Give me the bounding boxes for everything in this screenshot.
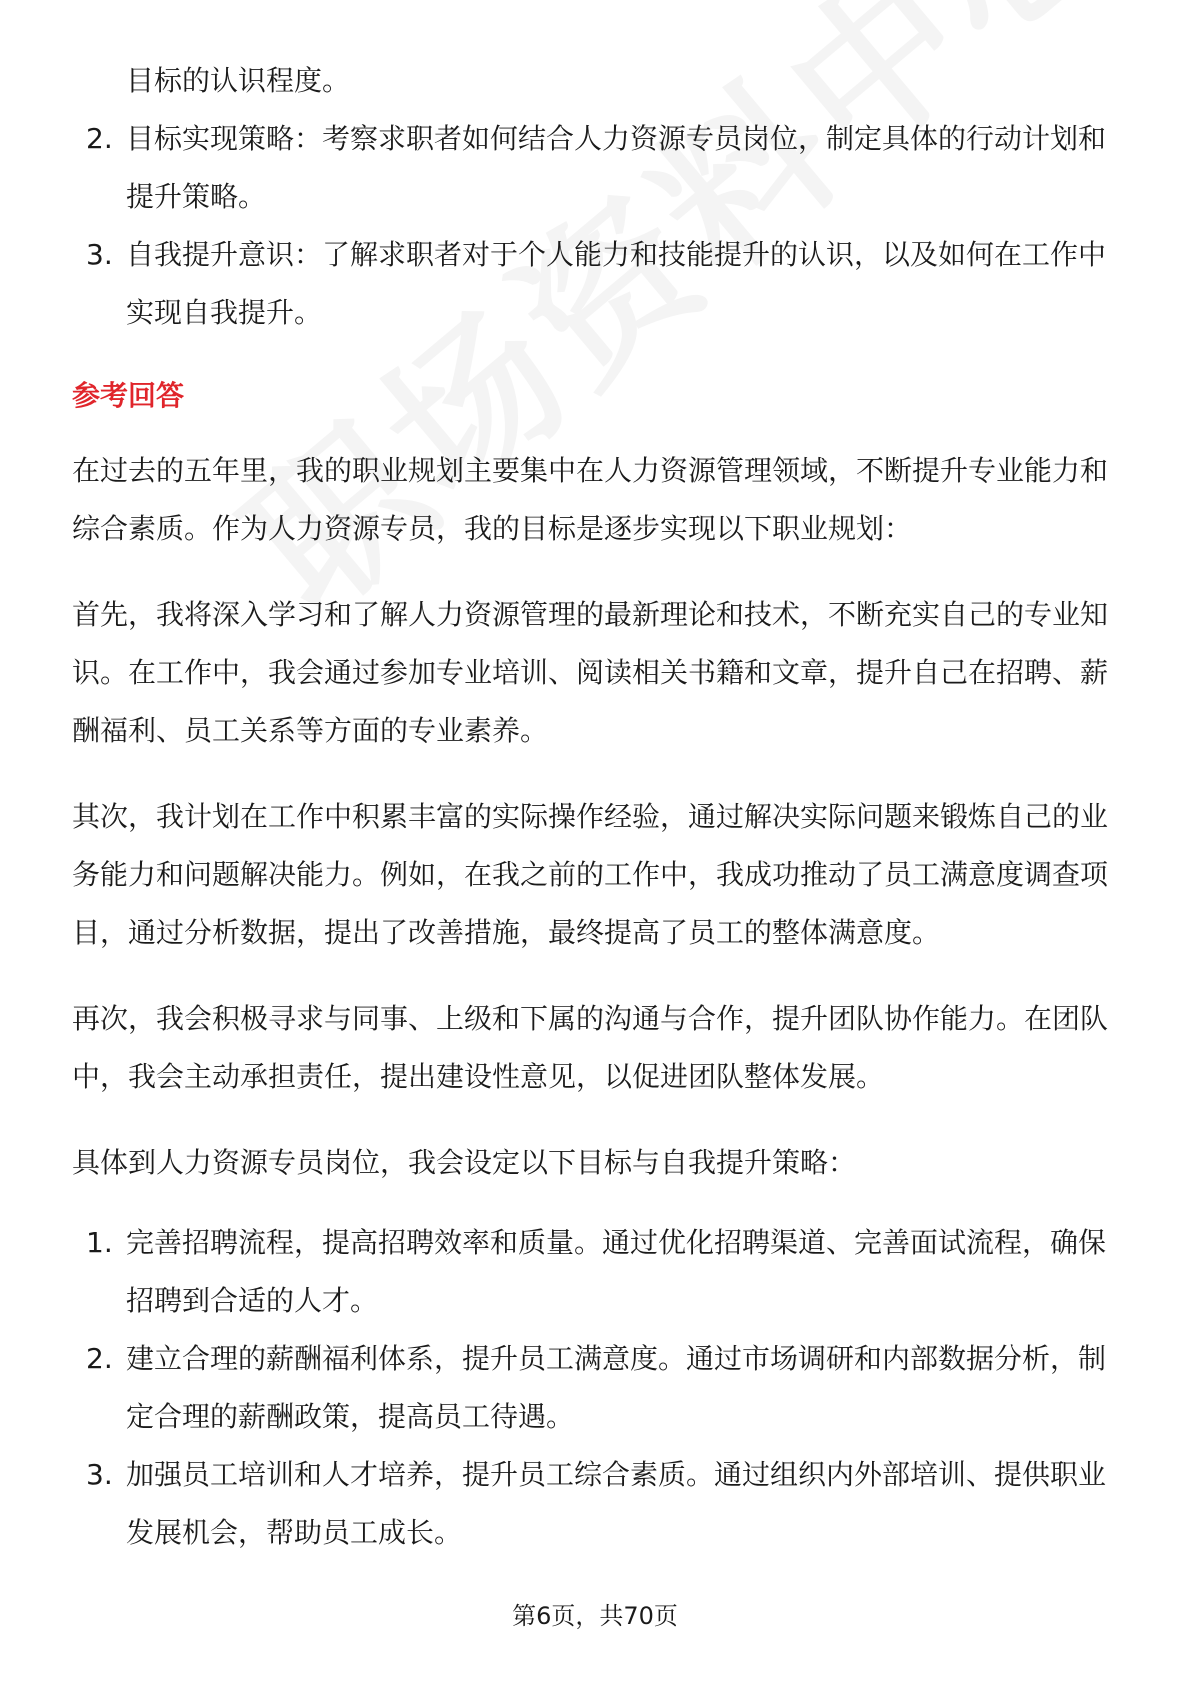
list-item-text: 建立合理的薪酬福利体系，提升员工满意度。通过市场调研和内部数据分析，制定合理的薪酬政策，提高员工待遇。 [126, 1342, 1107, 1433]
list-number: 3. [86, 1458, 113, 1491]
page-content [72, 52, 1118, 1562]
list-number: 1. [86, 1226, 113, 1259]
list-number: 2. [86, 122, 113, 155]
list-item [72, 1214, 1118, 1330]
list-item [72, 226, 1118, 342]
evaluation-points-list [72, 52, 1118, 342]
paragraph: 在过去的五年里，我的职业规划主要集中在人力资源管理领域，不断提升专业能力和综合素质。作为人力资源专员，我的目标是逐步实现以下职业规划： [72, 454, 1109, 545]
paragraph: 再次，我会积极寻求与同事、上级和下属的沟通与合作，提升团队协作能力。在团队中，我会主动承担责任，提出建设性意见，以促进团队整体发展。 [72, 1002, 1109, 1093]
list-item-text: 目标的认识程度。 [126, 64, 351, 97]
list-number: 3. [86, 238, 113, 271]
paragraph: 具体到人力资源专员岗位，我会设定以下目标与自我提升策略： [72, 1146, 857, 1179]
list-item-text: 完善招聘流程，提高招聘效率和质量。通过优化招聘渠道、完善面试流程，确保招聘到合适的人才。 [126, 1226, 1107, 1317]
list-item [72, 1446, 1118, 1562]
page-number: 第6页，共70页 [512, 1602, 678, 1630]
paragraph: 首先，我将深入学习和了解人力资源管理的最新理论和技术，不断充实自己的专业知识。在工作中，我会通过参加专业培训、阅读相关书籍和文章，提升自己在招聘、薪酬福利、员工关系等方面的专业素养。 [72, 598, 1109, 747]
list-item [72, 110, 1118, 226]
list-item-text: 目标实现策略：考察求职者如何结合人力资源专员岗位，制定具体的行动计划和提升策略。 [126, 122, 1107, 213]
goals-list [72, 1214, 1118, 1562]
list-item-text: 加强员工培训和人才培养，提升员工综合素质。通过组织内外部培训、提供职业发展机会，帮助员工成长。 [126, 1458, 1107, 1549]
paragraph: 其次，我计划在工作中积累丰富的实际操作经验，通过解决实际问题来锻炼自己的业务能力和问题解决能力。例如，在我之前的工作中，我成功推动了员工满意度调查项目，通过分析数据，提出了改善措施，最终提高了员工的整体满意度。 [72, 800, 1109, 949]
section-title: 参考回答 [72, 379, 185, 412]
list-item [72, 52, 1118, 110]
list-item-text: 自我提升意识：了解求职者对于个人能力和技能提升的认识，以及如何在工作中实现自我提升。 [126, 238, 1107, 329]
list-number: 2. [86, 1342, 113, 1375]
list-item [72, 1330, 1118, 1446]
